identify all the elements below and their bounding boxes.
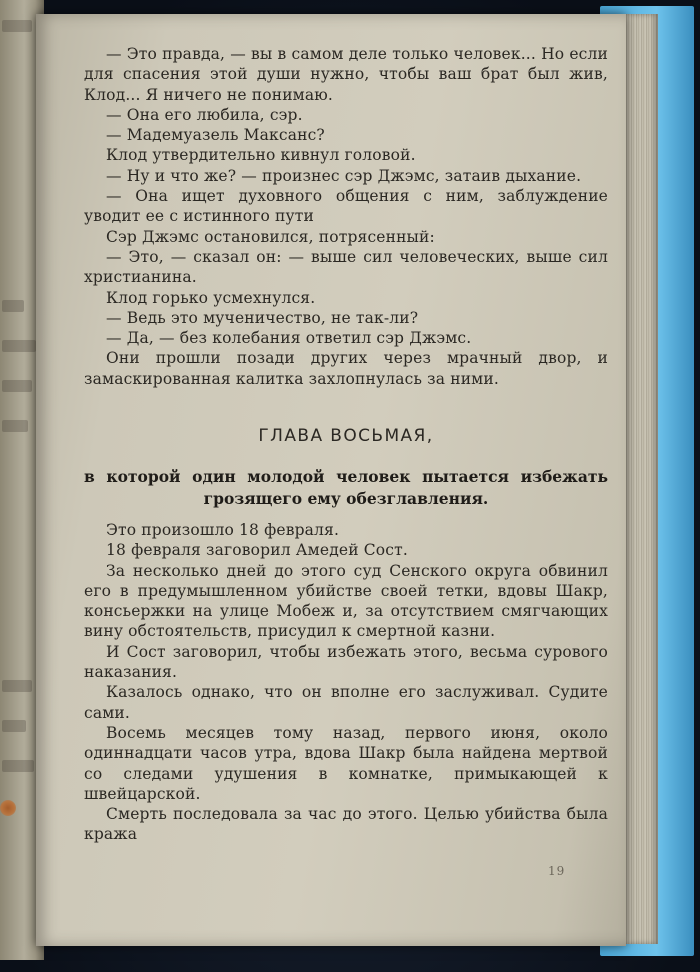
facing-page-text-fragment <box>2 340 36 352</box>
paragraph: — Это, — сказал он: — выше сил человеческих, выше сил христианина. <box>84 247 608 287</box>
rust-stain <box>0 800 16 816</box>
paragraph: Они прошли позади других через мрачный двор, и замаскированная калитка захлопнулась за ними. <box>84 349 608 388</box>
paragraph: За несколько дней до этого суд Сенского округа обвинил его в предумышленном убийстве своей тетки, вдовы Шакр, консьержки на улице Мобеж и, за отсутствием смягчающих вину обстоятельств, присудил к смертной казни. <box>84 561 608 641</box>
paragraph: — Она ищет духовного общения с ним, заблуждение уводит ее с истинного пути <box>84 187 608 226</box>
facing-page-text-fragment <box>2 420 28 432</box>
page-number: 19 <box>548 864 566 878</box>
page-edges <box>622 14 658 944</box>
facing-page-text-fragment <box>2 300 24 312</box>
body-text-top <box>84 44 608 389</box>
chapter-subtitle: в которой один молодой человек пытается избежать грозящего ему обезглавления. <box>84 467 608 508</box>
paragraph: Это произошло 18 февраля. <box>106 521 340 539</box>
paragraph: 18 февраля заговорил Амедей Сост. <box>106 541 408 560</box>
facing-page-text-fragment <box>2 720 26 732</box>
facing-page-text-fragment <box>2 380 32 392</box>
paragraph: — Ведь это мученичество, не так-ли? <box>106 308 419 327</box>
body-text-bottom <box>84 520 608 845</box>
paragraph: Смерть последовала за час до этого. Целью убийства была кража <box>84 805 608 844</box>
paragraph: — Это правда, — вы в самом деле только человек... Но если для спасения этой души нужно, чтобы ваш брат был жив, Клод... Я ничего не понимаю. <box>84 45 608 104</box>
paragraph: Клод горько усмехнулся. <box>106 288 316 307</box>
paragraph: — Ну и что же? — произнес сэр Джэмс, затаив дыхание. <box>106 166 582 185</box>
paragraph: — Она его любила, сэр. <box>106 105 303 124</box>
chapter-title: ГЛАВА ВОСЬМАЯ, <box>258 426 434 446</box>
paragraph: — Да, — без колебания ответил сэр Джэмс. <box>106 329 472 348</box>
facing-page-text-fragment <box>2 20 32 32</box>
facing-page-text-fragment <box>2 680 32 692</box>
book-page <box>36 14 626 946</box>
paragraph: Клод утвердительно кивнул головой. <box>106 146 416 165</box>
facing-page-text-fragment <box>2 760 34 772</box>
paragraph: — Мадемуазель Максанс? <box>106 126 325 145</box>
paragraph: Казалось однако, что он вполне его заслуживал. Судите сами. <box>84 683 608 722</box>
paragraph: И Сост заговорил, чтобы избежать этого, весьма сурового наказания. <box>84 642 608 682</box>
paragraph: Восемь месяцев тому назад, первого июня, около одиннадцати часов утра, вдова Шакр была найдена мертвой со следами удушения в комнатке, примыкающей к швейцарской. <box>84 723 608 803</box>
paragraph: Сэр Джэмс остановился, потрясенный: <box>106 227 435 246</box>
